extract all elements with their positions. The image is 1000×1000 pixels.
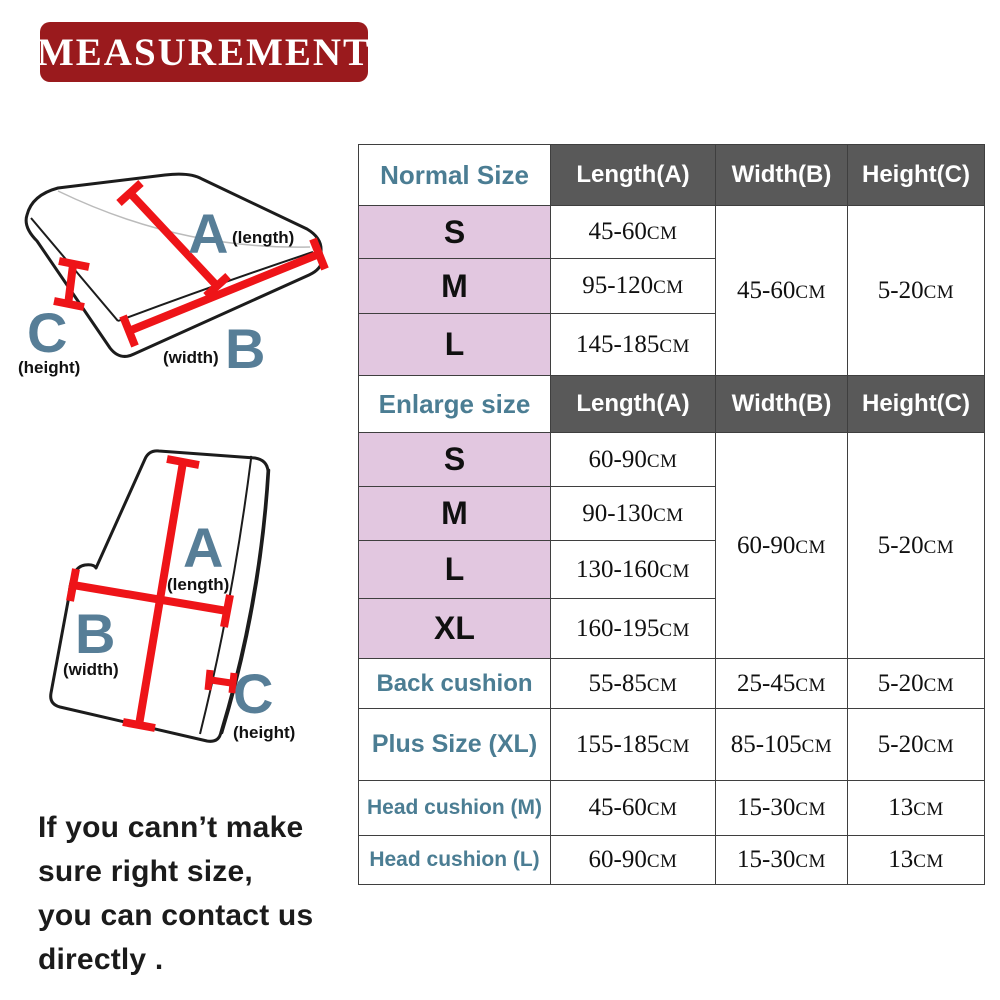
label-b: B xyxy=(75,602,116,665)
height-value: 5-20CM xyxy=(848,659,985,709)
unit-cm: CM xyxy=(923,735,955,757)
table-row xyxy=(359,433,985,487)
length-value: 90-130CM xyxy=(551,487,716,541)
label-c: C xyxy=(27,301,68,364)
col-header-height: Height(C) xyxy=(848,145,985,206)
label-a: A xyxy=(183,516,224,579)
length-value: 60-90CM xyxy=(551,433,716,487)
unit-cm: CM xyxy=(659,335,690,357)
length-value: 55-85CM xyxy=(551,659,716,709)
unit-cm: CM xyxy=(801,735,833,757)
length-value: 95-120CM xyxy=(551,259,716,314)
unit-cm: CM xyxy=(646,450,678,472)
height-value: 13CM xyxy=(848,781,985,836)
length-value: 45-60CM xyxy=(551,781,716,836)
size-cell: M xyxy=(359,259,551,314)
unit-cm: CM xyxy=(659,735,690,757)
unit-cm: CM xyxy=(795,536,826,558)
unit-cm: CM xyxy=(795,799,826,820)
unit-cm: CM xyxy=(913,799,944,820)
back-cushion-diagram xyxy=(15,435,345,785)
length-value: 45-60CM xyxy=(551,206,716,259)
length-value: 60-90CM xyxy=(551,836,716,885)
note-line: you can contact us xyxy=(38,899,314,932)
table-row xyxy=(359,836,985,885)
label-a: A xyxy=(188,202,229,265)
col-header-length: Length(A) xyxy=(551,145,716,206)
length-value: 160-195CM xyxy=(551,599,716,659)
label-a-sub: (length) xyxy=(167,575,230,594)
seat-cushion-diagram xyxy=(10,155,345,400)
row-label-head-cushion-m: Head cushion (M) xyxy=(359,781,551,836)
unit-cm: CM xyxy=(659,619,690,641)
unit-cm: CM xyxy=(795,281,826,303)
label-c-sub: (height) xyxy=(233,723,296,742)
measurement-title: MEASUREMENT xyxy=(40,22,368,82)
table-row xyxy=(359,709,985,781)
size-cell: S xyxy=(359,433,551,487)
col-header-width: Width(B) xyxy=(716,145,848,206)
unit-cm: CM xyxy=(653,277,684,298)
unit-cm: CM xyxy=(923,674,955,696)
width-value: 25-45CM xyxy=(716,659,848,709)
table-row xyxy=(359,659,985,709)
size-cell: L xyxy=(359,541,551,599)
label-c-sub: (height) xyxy=(18,358,81,377)
label-a-sub: (length) xyxy=(232,228,295,247)
length-value: 130-160CM xyxy=(551,541,716,599)
height-value-merged: 5-20CM xyxy=(848,433,985,659)
size-cell: S xyxy=(359,206,551,259)
label-b-sub: (width) xyxy=(163,348,219,367)
width-value-merged: 45-60CM xyxy=(716,206,848,376)
unit-cm: CM xyxy=(923,536,955,558)
col-header-length: Length(A) xyxy=(551,376,716,433)
label-b-sub: (width) xyxy=(63,660,119,679)
unit-cm: CM xyxy=(646,223,678,244)
col-header-width: Width(B) xyxy=(716,376,848,433)
section-label-normal: Normal Size xyxy=(359,145,551,206)
width-value-merged: 60-90CM xyxy=(716,433,848,659)
unit-cm: CM xyxy=(913,851,944,872)
contact-note xyxy=(38,806,313,982)
table-row xyxy=(359,781,985,836)
width-value: 85-105CM xyxy=(716,709,848,781)
height-value: 13CM xyxy=(848,836,985,885)
unit-cm: CM xyxy=(795,851,826,872)
width-value: 15-30CM xyxy=(716,781,848,836)
table-header-normal xyxy=(359,145,985,206)
section-label-enlarge: Enlarge size xyxy=(359,376,551,433)
row-label-head-cushion-l: Head cushion (L) xyxy=(359,836,551,885)
note-line: sure right size, xyxy=(38,855,253,888)
size-cell: M xyxy=(359,487,551,541)
label-b: B xyxy=(225,317,266,380)
measurement-table xyxy=(358,144,985,885)
label-c: C xyxy=(233,662,274,725)
unit-cm: CM xyxy=(646,851,678,872)
col-header-height: Height(C) xyxy=(848,376,985,433)
height-value: 5-20CM xyxy=(848,709,985,781)
length-value: 155-185CM xyxy=(551,709,716,781)
length-value: 145-185CM xyxy=(551,314,716,376)
note-line: If you cann’t make xyxy=(38,811,304,844)
width-value: 15-30CM xyxy=(716,836,848,885)
row-label-back-cushion: Back cushion xyxy=(359,659,551,709)
size-cell: XL xyxy=(359,599,551,659)
unit-cm: CM xyxy=(653,504,684,526)
row-label-plus-size: Plus Size (XL) xyxy=(359,709,551,781)
unit-cm: CM xyxy=(795,674,826,696)
table-header-enlarge xyxy=(359,376,985,433)
height-value-merged: 5-20CM xyxy=(848,206,985,376)
unit-cm: CM xyxy=(659,560,690,582)
unit-cm: CM xyxy=(923,281,955,303)
note-line: directly . xyxy=(38,943,164,976)
unit-cm: CM xyxy=(646,799,678,820)
unit-cm: CM xyxy=(646,674,678,696)
size-cell: L xyxy=(359,314,551,376)
table-row xyxy=(359,206,985,259)
